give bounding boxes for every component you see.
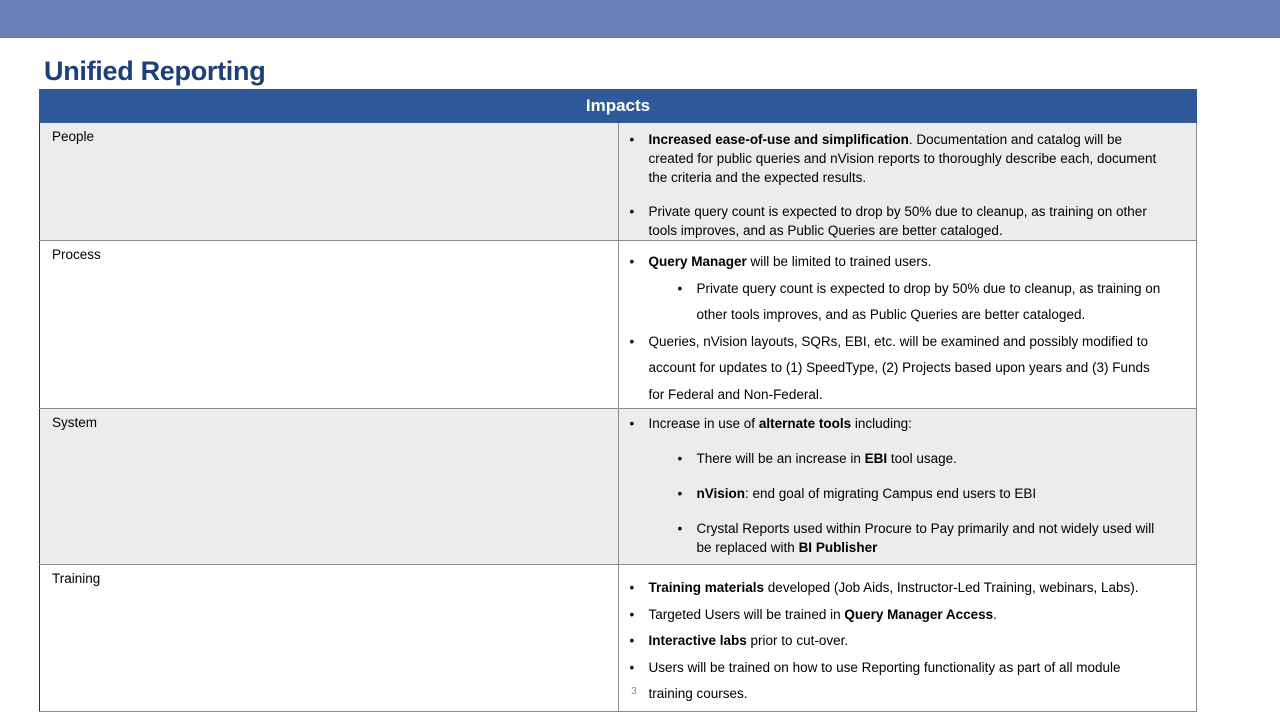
bold-text: Interactive labs <box>648 633 747 648</box>
category-people: People <box>40 123 619 241</box>
item-text: There will be an increase in <box>696 451 865 466</box>
item-text: Private query count is expected to drop by 50% due to cleanup, as training on other tools improves, and as Public Queries are better cataloged. <box>696 280 1161 322</box>
item-text: developed (Job Aids, Instructor-Led Training, webinars, Labs). <box>764 580 1139 595</box>
bold-text: alternate tools <box>758 416 852 431</box>
item-text: Crystal Reports used within Procure to Pay primarily and not widely used will be replaced with <box>696 521 1155 555</box>
item-text: will be limited to trained users. <box>746 254 932 269</box>
category-training: Training <box>40 565 619 712</box>
list-item <box>678 519 1167 557</box>
impacts-header: Impacts <box>40 90 1197 123</box>
item-text: Increase in use of <box>648 416 759 431</box>
list-item <box>678 484 1167 503</box>
category-system: System <box>40 409 619 565</box>
list-item <box>630 602 1167 629</box>
list-item <box>630 249 1167 276</box>
bold-text: EBI <box>864 451 888 466</box>
table-row-system <box>40 409 1197 565</box>
item-text: . Documentation and catalog will be created for public queries and nVision reports to thoroughly describe each, document the criteria and the expected results. <box>648 132 1157 185</box>
list-item <box>630 628 1167 655</box>
bold-text: Query Manager <box>648 254 747 269</box>
item-text: Queries, nVision layouts, SQRs, EBI, etc. will be examined and possibly modified to account for updates to (1) SpeedType, (2) Projects based upon years and (3) Funds for Federal and Non-Federal. <box>648 333 1150 402</box>
item-text: Users will be trained on how to use Reporting functionality as part of all module training courses. <box>648 659 1121 701</box>
page-number: 3 <box>631 686 637 697</box>
list-item <box>678 449 1167 468</box>
list-item <box>630 575 1167 602</box>
list-item <box>630 329 1167 409</box>
item-text: . <box>993 606 997 622</box>
bold-text: Query Manager Access <box>844 606 994 622</box>
table-row-process <box>40 241 1197 409</box>
list-item <box>630 414 1167 433</box>
top-banner <box>0 0 1280 38</box>
item-text: : end goal of migrating Campus end users to EBI <box>745 486 1037 501</box>
item-text: Targeted Users will be trained in <box>648 606 845 622</box>
impacts-table <box>39 89 1197 712</box>
list-item <box>630 202 1167 240</box>
item-text: prior to cut-over. <box>746 633 849 648</box>
content-system <box>618 409 1197 565</box>
table-row-people <box>40 123 1197 241</box>
list-item <box>678 276 1167 329</box>
bold-text: Increased ease-of-use and simplification <box>648 132 909 147</box>
item-text: Private query count is expected to drop by 50% due to cleanup, as training on other tools improves, and as Public Queries are better cataloged. <box>648 204 1147 238</box>
content-people <box>618 123 1197 241</box>
table-header-row <box>40 90 1197 123</box>
content-process <box>618 241 1197 409</box>
bold-text: Training materials <box>648 580 765 595</box>
bold-text: nVision <box>696 486 746 501</box>
bold-text: BI Publisher <box>798 540 878 555</box>
item-text: tool usage. <box>887 451 957 466</box>
item-text: including: <box>851 416 912 431</box>
slide-title: Unified Reporting <box>44 56 266 86</box>
list-item <box>630 655 1167 708</box>
list-item <box>630 130 1167 187</box>
category-process: Process <box>40 241 619 409</box>
